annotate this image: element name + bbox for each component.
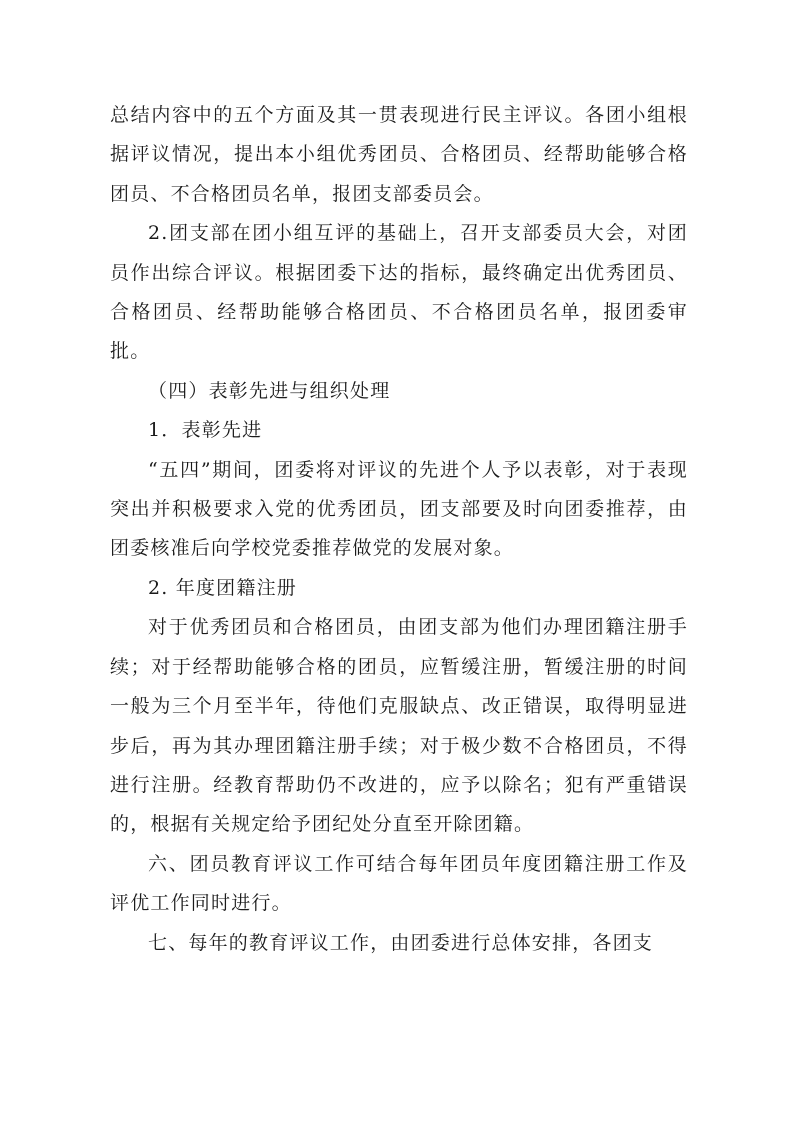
paragraph-registration-rules: 对于优秀团员和合格团员，由团支部为他们办理团籍注册手续；对于经帮助能够合格的团员，应暂缓注册，暂缓注册的时间一般为三个月至半年，待他们克服缺点、改正错误，取得明显进步后，再为其办理团籍注册手续；对于极少数不合格团员，不得进行注册。经教育帮助仍不改进的，应予以除名；犯有严重错误的，根据有关规定给予团纪处分直至开除团籍。 [110,616,688,836]
paragraph-item-seven: 七、每年的教育评议工作，由团委进行总体安排，各团支 [148,931,654,954]
subheading-annual-registration: 2. 年度团籍注册 [148,576,297,599]
paragraph-evaluation-summary: 总结内容中的五个方面及其一贯表现进行民主评议。各团小组根据评议情况，提出本小组优秀团员、合格团员、经帮助能够合格团员、不合格团员名单，报团支部委员会。 [110,104,688,205]
subheading-commend-advanced: 1．表彰先进 [148,419,263,442]
paragraph-may-fourth-commendation: “五四”期间，团委将对评议的先进个人予以表彰，对于表现突出并积极要求入党的优秀团员，团支部要及时向团委推荐，由团委核准后向学校党委推荐做党的发展对象。 [110,458,688,560]
paragraph-branch-evaluation: 2.团支部在团小组互评的基础上，召开支部委员大会，对团员作出综合评议。根据团委下达的指标，最终确定出优秀团员、合格团员、经帮助能够合格团员、不合格团员名单，报团委审批。 [110,222,688,363]
section-heading-commendation: （四）表彰先进与组织处理 [148,379,391,402]
document-body [110,96,688,963]
paragraph-item-six: 六、团员教育评议工作可结合每年团员年度团籍注册工作及评优工作同时进行。 [110,852,688,915]
